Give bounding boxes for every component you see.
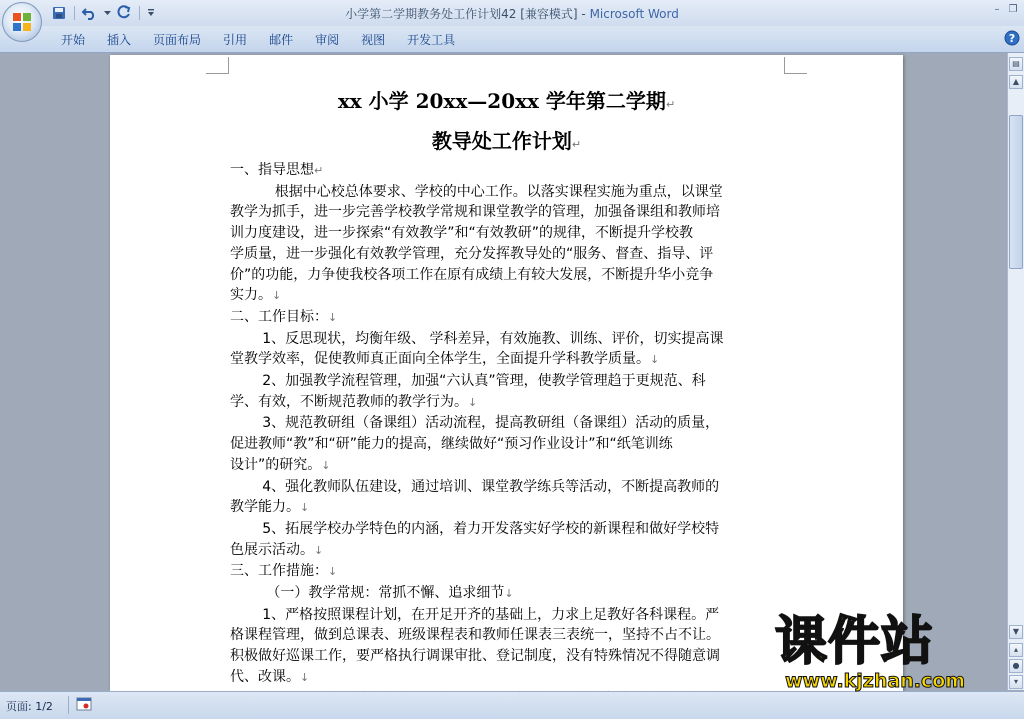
paragraph-line: 4、强化教师队伍建设，通过培训、课堂教学练兵等活动，不断提高教师的	[262, 478, 720, 495]
paragraph-line: 设计”的研究。↓	[230, 456, 331, 473]
paragraph-line: 教学能力。↓	[230, 499, 310, 516]
restore-icon[interactable]: ❐	[1008, 4, 1018, 15]
section-heading: 一、指导思想↵	[230, 162, 324, 178]
paragraph-line: 5、拓展学校办学特色的内涵，着力开发落实好学校的新课程和做好学校特	[262, 520, 720, 537]
status-divider	[68, 696, 69, 714]
tab-home[interactable]: 开始	[61, 33, 86, 47]
svg-text:?: ?	[1008, 32, 1016, 45]
tab-page-layout[interactable]: 页面布局	[153, 33, 202, 47]
vertical-scrollbar[interactable]	[1007, 53, 1024, 690]
app-name: Microsoft Word	[589, 7, 679, 21]
paragraph-line: 根据中心校总体要求、学校的中心工作。以落实课程实施为重点，以课堂	[274, 183, 723, 200]
view-ruler-icon[interactable]: ▤	[1009, 57, 1023, 71]
paragraph-line: 学质量，进一步强化有效教学管理，充分发挥教导处的“服务、督查、指导、评	[230, 245, 714, 262]
scroll-up-icon[interactable]: ▲	[1009, 75, 1023, 89]
scroll-down-icon[interactable]: ▼	[1009, 625, 1023, 639]
document-body	[230, 160, 786, 709]
paragraph-line: 3、规范教研组（备课组）活动流程，提高教研组（备课组）活动的质量，	[262, 415, 720, 432]
watermark-url: www.kjzhan.com	[785, 670, 966, 692]
tab-developer[interactable]: 开发工具	[407, 33, 456, 47]
tab-references[interactable]: 引用	[223, 33, 248, 47]
next-page-icon[interactable]: ▾	[1009, 675, 1023, 689]
paragraph-line: 堂教学效率，促使教师真正面向全体学生，全面提升学科教学质量。↓	[230, 351, 660, 368]
paragraph-line: 价”的功能，力争使我校各项工作在原有成绩上有较大发展，不断提升华小竞争	[230, 266, 714, 283]
paragraph-line: 训力度建设，进一步探索“有效教学”和“有效教研”的规律，不断提升学校教	[230, 225, 694, 242]
section-heading: 二、工作目标：↓	[230, 308, 338, 325]
macro-record-icon[interactable]	[76, 697, 92, 711]
paragraph-line: 学、有效，不断规范教师的教学行为。↓	[230, 393, 478, 410]
watermark-text: 课件站	[775, 612, 935, 672]
watermark-logo	[775, 612, 1007, 692]
ribbon-tab-bar	[0, 26, 1024, 53]
paragraph-line: 实力。↓	[230, 287, 282, 304]
document-name: 小学第二学期教务处工作计划42 [兼容模式] -	[345, 7, 590, 21]
paragraph-line: 1、反思现状，均衡年级、 学科差异，有效施教、训练、评价，切实提高课	[262, 330, 724, 347]
paragraph-line: 2、加强教学流程管理，加强“六认真”管理，使教学管理趋于更规范、科	[262, 373, 706, 390]
paragraph-line: 1、严格按照课程计划，在开足开齐的基础上，力求上足教好各科课程。严	[262, 606, 720, 623]
tab-review[interactable]: 审阅	[315, 33, 340, 47]
paragraph-line: 促进教师“教”和“研”能力的提高，继续做好“预习作业设计”和“纸笔训练	[230, 436, 673, 453]
paragraph-line: 格课程管理，做到总课表、班级课程表和教师任课表三表统一，坚持不占不让。	[230, 627, 720, 644]
paragraph-line: 教学为抓手，进一步完善学校教学常规和课堂教学的管理，加强备课组和教师培	[230, 204, 720, 221]
previous-page-icon[interactable]: ▴	[1009, 643, 1023, 657]
margin-corner-mark	[784, 57, 807, 74]
help-icon[interactable]	[1004, 30, 1020, 46]
status-bar	[0, 691, 1024, 719]
window-title	[0, 5, 1024, 22]
scroll-thumb[interactable]	[1009, 115, 1023, 269]
title-bar	[0, 0, 1024, 26]
document-heading: xx 小学 20xx—20xx 学年第二学期↵	[337, 89, 676, 113]
select-browse-object-icon[interactable]: ●	[1009, 659, 1023, 673]
section-heading: 三、工作措施：↓	[230, 563, 338, 580]
page-count[interactable]: 页面: 1/2	[6, 700, 53, 713]
tab-mailings[interactable]: 邮件	[269, 33, 294, 47]
document-subheading: 教导处工作计划↵	[431, 129, 582, 153]
tab-view[interactable]: 视图	[361, 33, 386, 47]
subsection-heading: （一）教学常规：常抓不懈、追求细节↓	[266, 585, 514, 602]
paragraph-line: 色展示活动。↓	[230, 541, 324, 558]
window-controls	[990, 3, 1020, 17]
minimize-icon[interactable]: –	[994, 4, 1000, 15]
office-button-icon	[13, 13, 31, 31]
paragraph-line: 积极做好巡课工作，要严格执行调课审批、登记制度，没有特殊情况不得随意调	[230, 648, 720, 665]
paragraph-line: 代、改课。↓	[230, 668, 310, 685]
ribbon-tabs	[50, 30, 466, 50]
office-button[interactable]	[2, 2, 42, 42]
document-workspace	[0, 53, 1007, 690]
tab-insert[interactable]: 插入	[107, 33, 132, 47]
margin-corner-mark	[206, 57, 229, 74]
